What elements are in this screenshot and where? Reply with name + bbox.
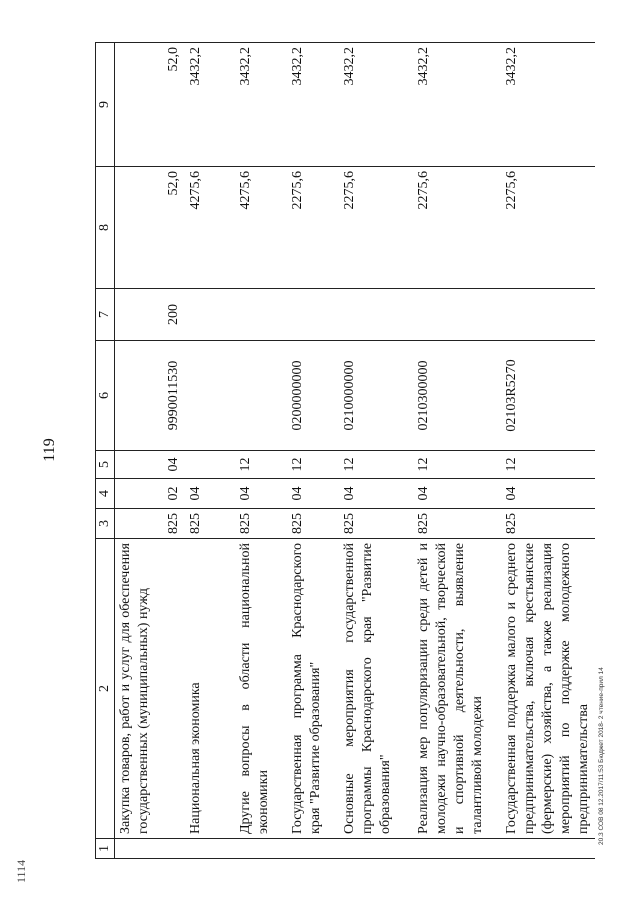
cell-admin-code: 825 [185, 509, 235, 539]
cell-expense-type [185, 289, 235, 341]
column-header: 7 [96, 289, 115, 341]
cell-section: 04 [413, 479, 501, 509]
cell-admin-code: 825 [115, 509, 185, 539]
budget-table-container [95, 43, 592, 859]
cell-amount-2019: 3432,2 [287, 43, 339, 167]
table-row [185, 43, 235, 859]
cell-description: Основные мероприятия государственной программы Краснодарского края "Развитие образования" [339, 539, 413, 839]
table-row [501, 43, 595, 859]
column-header: 8 [96, 167, 115, 289]
cell-index [339, 839, 413, 859]
cell-subsection: 12 [235, 451, 287, 479]
column-header: 4 [96, 479, 115, 509]
cell-index [287, 839, 339, 859]
cell-target-code: 0210300000 [413, 341, 501, 451]
cell-target-code: 9990011530 [115, 341, 185, 451]
cell-target-code: 02103R5270 [501, 341, 595, 451]
cell-description: Национальная экономика [185, 539, 235, 839]
cell-admin-code: 825 [235, 509, 287, 539]
cell-index [115, 839, 185, 859]
cell-subsection: 12 [287, 451, 339, 479]
cell-section: 04 [501, 479, 595, 509]
budget-table [95, 42, 595, 859]
cell-section: 04 [287, 479, 339, 509]
cell-index [501, 839, 595, 859]
cell-subsection: 12 [501, 451, 595, 479]
cell-section: 04 [185, 479, 235, 509]
cell-amount-2019: 3432,2 [235, 43, 287, 167]
table-row [339, 43, 413, 859]
column-header: 3 [96, 509, 115, 539]
cell-section: 02 [115, 479, 185, 509]
column-header: 5 [96, 451, 115, 479]
cell-description: Государственная программа Краснодарского края "Развитие образования" [287, 539, 339, 839]
table-row [235, 43, 287, 859]
cell-section: 04 [235, 479, 287, 509]
document-code: 20.3 СОВ 08 12.2017/11:53 Бюджет 2018- 2 чтение-прил 14 [598, 667, 605, 845]
cell-target-code: 0200000000 [287, 341, 339, 451]
cell-amount-2018: 2275,6 [501, 167, 595, 289]
cell-amount-2018: 2275,6 [413, 167, 501, 289]
table-row [413, 43, 501, 859]
archive-stamp: 1114 [14, 859, 28, 883]
cell-amount-2018: 2275,6 [287, 167, 339, 289]
cell-amount-2018: 52,0 [115, 167, 185, 289]
cell-amount-2018: 2275,6 [339, 167, 413, 289]
cell-admin-code: 825 [413, 509, 501, 539]
cell-section: 04 [339, 479, 413, 509]
cell-description: Другие вопросы в области национальной экономики [235, 539, 287, 839]
cell-index [185, 839, 235, 859]
cell-subsection: 12 [339, 451, 413, 479]
header-row [96, 43, 115, 859]
cell-expense-type [339, 289, 413, 341]
cell-admin-code: 825 [339, 509, 413, 539]
page-number: 119 [41, 438, 58, 462]
column-header: 9 [96, 43, 115, 167]
cell-amount-2019: 52,0 [115, 43, 185, 167]
column-header: 2 [96, 539, 115, 839]
cell-amount-2019: 3432,2 [339, 43, 413, 167]
cell-amount-2019: 3432,2 [413, 43, 501, 167]
cell-expense-type: 200 [115, 289, 185, 341]
cell-description: Закупка товаров, работ и услуг для обеспечения государственных (муниципальных) нужд [115, 539, 185, 839]
cell-target-code: 0210000000 [339, 341, 413, 451]
cell-amount-2019: 3432,2 [185, 43, 235, 167]
cell-index [413, 839, 501, 859]
table-row [287, 43, 339, 859]
column-header: 1 [96, 839, 115, 859]
table-row [115, 43, 185, 859]
cell-amount-2019: 3432,2 [501, 43, 595, 167]
cell-description: Государственная поддержка малого и среднего предпринимательства, включая крестьянские (фермерские) хозяйства, а также реализация мероприятий по поддержке молодежного предпринимательства [501, 539, 595, 839]
cell-admin-code: 825 [501, 509, 595, 539]
cell-expense-type [287, 289, 339, 341]
cell-admin-code: 825 [287, 509, 339, 539]
cell-index [235, 839, 287, 859]
cell-description: Реализация мер популяризации среди детей и молодежи научно-образовательной, творческой и спортивной деятельности, выявление талантливой молодежи [413, 539, 501, 839]
column-header: 6 [96, 341, 115, 451]
cell-subsection [185, 451, 235, 479]
cell-expense-type [413, 289, 501, 341]
cell-subsection: 04 [115, 451, 185, 479]
cell-expense-type [235, 289, 287, 341]
cell-amount-2018: 4275,6 [235, 167, 287, 289]
cell-target-code [235, 341, 287, 451]
cell-subsection: 12 [413, 451, 501, 479]
cell-target-code [185, 341, 235, 451]
cell-expense-type [501, 289, 595, 341]
cell-amount-2018: 4275,6 [185, 167, 235, 289]
